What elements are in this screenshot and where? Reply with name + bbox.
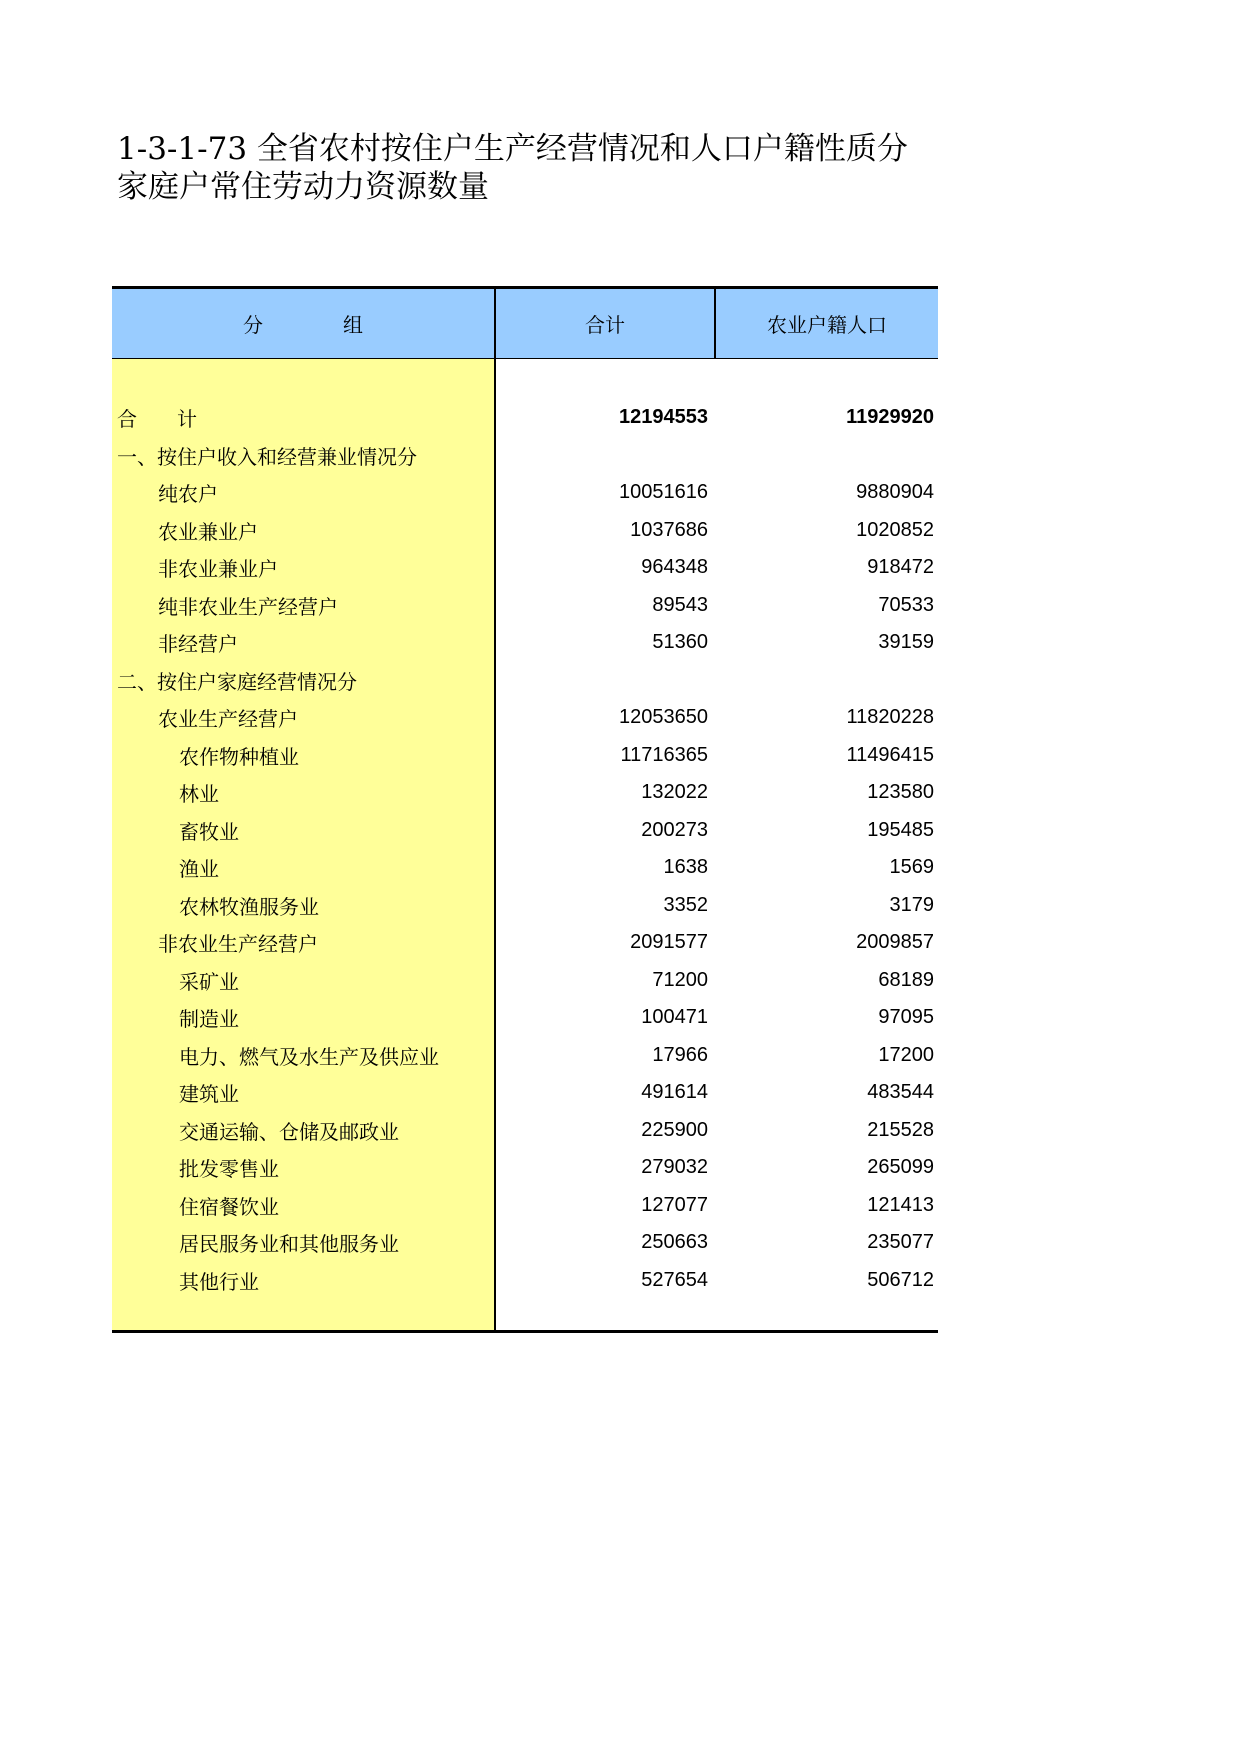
row-label: 一、按住户收入和经营兼业情况分: [117, 444, 417, 469]
row-label: 批发零售业: [179, 1157, 279, 1182]
header-total[interactable]: 合计: [496, 289, 716, 359]
row-total-value: 200273: [641, 818, 708, 841]
row-total-value: 51360: [652, 631, 708, 654]
row-agri-value: [716, 437, 934, 475]
row-total-value: 10051616: [619, 481, 708, 504]
row-total-value: 279032: [641, 1156, 708, 1179]
row-label: 非经营户: [158, 632, 238, 657]
row-agri-value: 918472: [867, 556, 934, 579]
row-label: 制造业: [179, 1007, 239, 1032]
row-label: 林业: [179, 782, 219, 807]
table-row[interactable]: [112, 512, 938, 550]
table-row[interactable]: [112, 662, 938, 700]
row-total-value: 127077: [641, 1193, 708, 1216]
table-row[interactable]: [112, 1149, 938, 1187]
header-group[interactable]: [112, 289, 496, 359]
table-title-line-2: 家庭户常住劳动力资源数量: [117, 169, 489, 205]
row-total-value: 964348: [641, 556, 708, 579]
table-row[interactable]: [112, 812, 938, 850]
table-row[interactable]: [112, 999, 938, 1037]
row-total-value: 491614: [641, 1081, 708, 1104]
row-agri-value: 11929920: [846, 406, 934, 429]
row-label: 非农业兼业户: [158, 557, 278, 582]
row-agri-value: 3179: [889, 893, 934, 916]
row-total-value: 17966: [652, 1043, 708, 1066]
table-title-line-1: 1-3-1-73 全省农村按住户生产经营情况和人口户籍性质分: [117, 131, 908, 167]
table-row[interactable]: [112, 1224, 938, 1262]
row-total-value: 11716365: [620, 743, 708, 766]
row-agri-value: 17200: [878, 1043, 934, 1066]
row-agri-value: 2009857: [856, 931, 934, 954]
row-total-value: 12053650: [619, 706, 708, 729]
row-total-value: 12194553: [619, 406, 708, 429]
table-row[interactable]: [112, 962, 938, 1000]
row-agri-value: 70533: [878, 593, 934, 616]
row-total-value: 225900: [641, 1118, 708, 1141]
table-row[interactable]: [112, 774, 938, 812]
row-total-value: 100471: [641, 1006, 708, 1029]
row-total-value: 71200: [652, 968, 708, 991]
row-label: 农作物种植业: [179, 744, 299, 769]
table-row[interactable]: [112, 887, 938, 925]
table-row[interactable]: [112, 1037, 938, 1075]
row-agri-value: 506712: [867, 1268, 934, 1291]
row-agri-value: 265099: [867, 1156, 934, 1179]
row-agri-value: 11496415: [846, 743, 934, 766]
header-group-left: 分: [243, 313, 263, 337]
row-label: 合 计: [117, 407, 197, 432]
data-table: [112, 286, 938, 1333]
table-row[interactable]: [112, 399, 938, 437]
row-agri-value: 123580: [867, 781, 934, 804]
row-agri-value: 39159: [878, 631, 934, 654]
table-row[interactable]: [112, 1187, 938, 1225]
table-row[interactable]: [112, 924, 938, 962]
table-row[interactable]: [112, 737, 938, 775]
row-agri-value: 121413: [867, 1193, 934, 1216]
table-row[interactable]: [112, 474, 938, 512]
table-row[interactable]: [112, 699, 938, 737]
row-total-value: 2091577: [630, 931, 708, 954]
row-agri-value: 483544: [867, 1081, 934, 1104]
table-row[interactable]: [112, 624, 938, 662]
row-agri-value: 97095: [878, 1006, 934, 1029]
row-agri-value: [716, 662, 934, 700]
row-agri-value: 68189: [878, 968, 934, 991]
row-agri-value: 195485: [867, 818, 934, 841]
table-title: [117, 130, 937, 206]
table-row[interactable]: [112, 1262, 938, 1300]
row-total-value: 3352: [663, 893, 708, 916]
row-agri-value: 9880904: [856, 481, 934, 504]
table-row[interactable]: [112, 587, 938, 625]
table-row[interactable]: [112, 549, 938, 587]
header-agri-population[interactable]: 农业户籍人口: [716, 289, 938, 359]
row-label: 农林牧渔服务业: [179, 894, 319, 919]
row-label: 建筑业: [179, 1082, 239, 1107]
header-group-right: 组: [343, 313, 363, 337]
row-label: 农业兼业户: [158, 519, 258, 544]
row-agri-value: 1020852: [856, 518, 934, 541]
table-row[interactable]: [112, 1112, 938, 1150]
row-label: 畜牧业: [179, 819, 239, 844]
row-label: 居民服务业和其他服务业: [179, 1232, 399, 1257]
row-total-value: 89543: [652, 593, 708, 616]
row-label: 非农业生产经营户: [158, 932, 318, 957]
row-label: 农业生产经营户: [158, 707, 298, 732]
row-label: 交通运输、仓储及邮政业: [179, 1119, 399, 1144]
row-label: 采矿业: [179, 969, 239, 994]
row-label: 纯非农业生产经营户: [158, 594, 338, 619]
row-label: 电力、燃气及水生产及供应业: [179, 1044, 439, 1069]
table-row[interactable]: [112, 437, 938, 475]
row-total-value: 132022: [641, 781, 708, 804]
row-agri-value: 235077: [867, 1231, 934, 1254]
row-label: 住宿餐饮业: [179, 1194, 279, 1219]
row-total-value: 250663: [641, 1231, 708, 1254]
row-label: 二、按住户家庭经营情况分: [117, 669, 357, 694]
row-label: 纯农户: [158, 482, 218, 507]
row-total-value: 1037686: [630, 518, 708, 541]
table-row[interactable]: [112, 1074, 938, 1112]
row-total-value: [496, 437, 708, 475]
row-total-value: [496, 662, 708, 700]
row-label: 渔业: [179, 857, 219, 882]
row-agri-value: 215528: [867, 1118, 934, 1141]
table-row[interactable]: [112, 849, 938, 887]
row-label: 其他行业: [179, 1269, 259, 1294]
row-total-value: 1638: [663, 856, 708, 879]
row-agri-value: 11820228: [846, 706, 934, 729]
row-total-value: 527654: [641, 1268, 708, 1291]
row-agri-value: 1569: [889, 856, 934, 879]
